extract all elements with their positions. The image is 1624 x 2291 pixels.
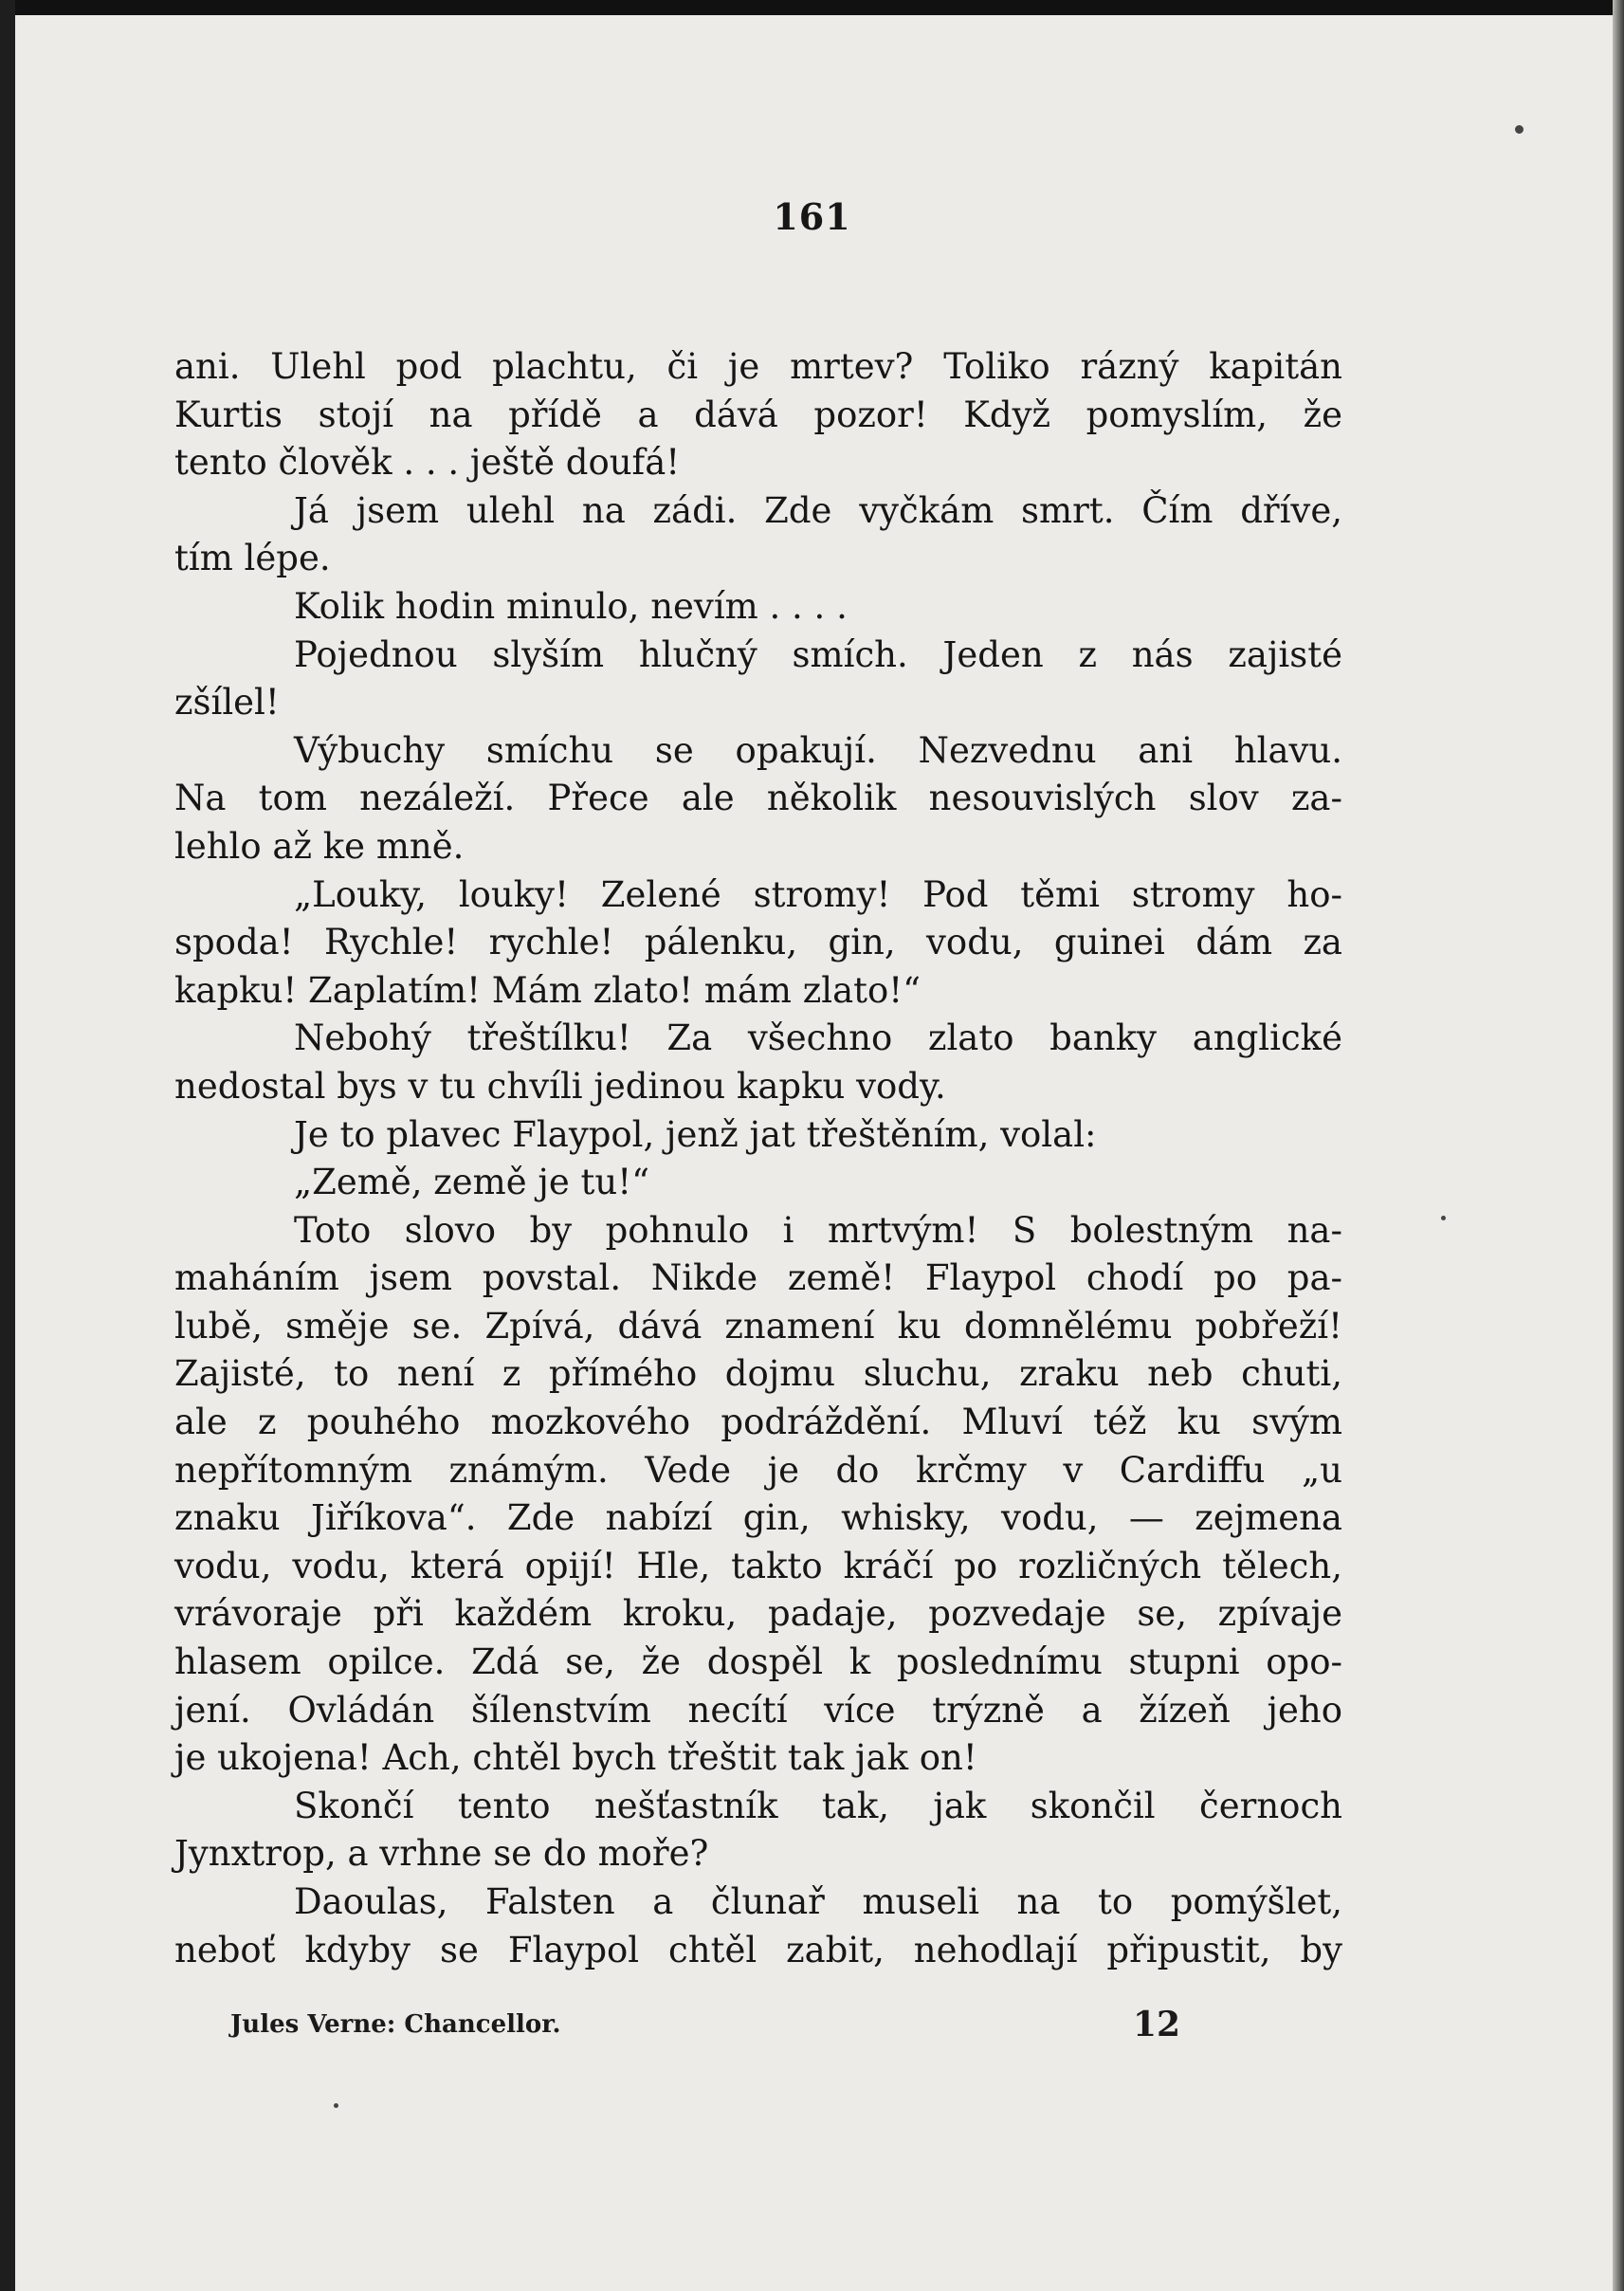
text-line: ani. Ulehl pod plachtu, či je mrtev? Toliko rázný kapitán xyxy=(174,346,1342,387)
text-line: Jynxtrop, a vrhne se do moře? xyxy=(174,1833,709,1875)
scan-top-edge xyxy=(0,0,1624,15)
text-line: spoda! Rychle! rychle! pálenku, gin, vodu, guinei dám za xyxy=(174,922,1342,963)
text-line: tím lépe. xyxy=(174,538,331,579)
text-line: Já jsem ulehl na zádi. Zde vyčkám smrt. Čím dříve, xyxy=(294,489,1342,531)
text-line: znaku Jiříkova“. Zde nabízí gin, whisky, vodu, — zejmena xyxy=(174,1497,1342,1539)
text-line: neboť kdyby se Flaypol chtěl zabit, nehodlají připustit, by xyxy=(174,1929,1342,1970)
text-line: nepřítomným známým. Vede je do krčmy v Cardiffu „u xyxy=(174,1449,1342,1491)
text-line: Toto slovo by pohnulo i mrtvým! S bolestným na- xyxy=(294,1209,1342,1251)
scan-right-edge xyxy=(1613,0,1624,2291)
text-line: Daoulas, Falsten a člunař museli na to pomýšlet, xyxy=(294,1881,1342,1922)
dust-speck xyxy=(334,2103,338,2108)
text-line: zšílel! xyxy=(174,682,280,724)
text-line: Kurtis stojí na přídě a dává pozor! Když pomyslím, že xyxy=(174,394,1342,435)
scan-left-edge xyxy=(0,0,15,2291)
text-line: Na tom nezáleží. Přece ale několik nesouvislých slov za- xyxy=(174,778,1342,819)
footer-signature: Jules Verne: Chancellor. xyxy=(230,2010,561,2039)
text-line: lehlo až ke mně. xyxy=(174,825,465,867)
text-line: vrávoraje při každém kroku, padaje, pozvedaje se, zpívaje xyxy=(174,1593,1342,1635)
text-line: maháním jsem povstal. Nikde země! Flaypol chodí po pa- xyxy=(174,1257,1342,1299)
dust-speck xyxy=(1441,1216,1446,1220)
text-line: Zajisté, to není z přímého dojmu sluchu, zraku neb chuti, xyxy=(174,1353,1342,1395)
text-line: hlasem opilce. Zdá se, že dospěl k poslednímu stupni opo- xyxy=(174,1641,1342,1683)
footer-sheet-number: 12 xyxy=(1133,2005,1181,2044)
text-line: kapku! Zaplatím! Mám zlato! mám zlato!“ xyxy=(174,969,921,1011)
page-number: 161 xyxy=(773,195,851,238)
text-line: Skončí tento nešťastník tak, jak skončil černoch xyxy=(294,1785,1342,1826)
text-line: Pojednou slyším hlučný smích. Jeden z nás zajisté xyxy=(294,633,1342,675)
text-line: Je to plavec Flaypol, jenž jat třeštěním, volal: xyxy=(294,1113,1097,1155)
text-line: vodu, vodu, která opijí! Hle, takto kráčí po rozličných tělech, xyxy=(174,1545,1342,1586)
text-line: Kolik hodin minulo, nevím . . . . xyxy=(294,585,848,627)
dust-speck xyxy=(1515,125,1524,134)
text-line: lubě, směje se. Zpívá, dává znamení ku domnělému pobřeží! xyxy=(174,1305,1342,1347)
text-line: je ukojena! Ach, chtěl bych třeštit tak jak on! xyxy=(174,1737,977,1779)
text-line: jení. Ovládán šílenstvím necítí více trýzně a žízeň jeho xyxy=(174,1689,1342,1731)
body-text xyxy=(174,343,1342,1974)
text-line: tento člověk . . . ještě doufá! xyxy=(174,442,681,484)
text-line: Výbuchy smíchu se opakují. Nezvednu ani hlavu. xyxy=(294,729,1342,771)
text-line: ale z pouhého mozkového podráždění. Mluví též ku svým xyxy=(174,1402,1342,1443)
text-line: nedostal bys v tu chvíli jedinou kapku vody. xyxy=(174,1065,946,1107)
text-line: „Země, země je tu!“ xyxy=(294,1162,650,1203)
text-line: „Louky, louky! Zelené stromy! Pod těmi stromy ho- xyxy=(294,873,1342,915)
text-line: Nebohý třeštílku! Za všechno zlato banky anglické xyxy=(294,1017,1342,1059)
